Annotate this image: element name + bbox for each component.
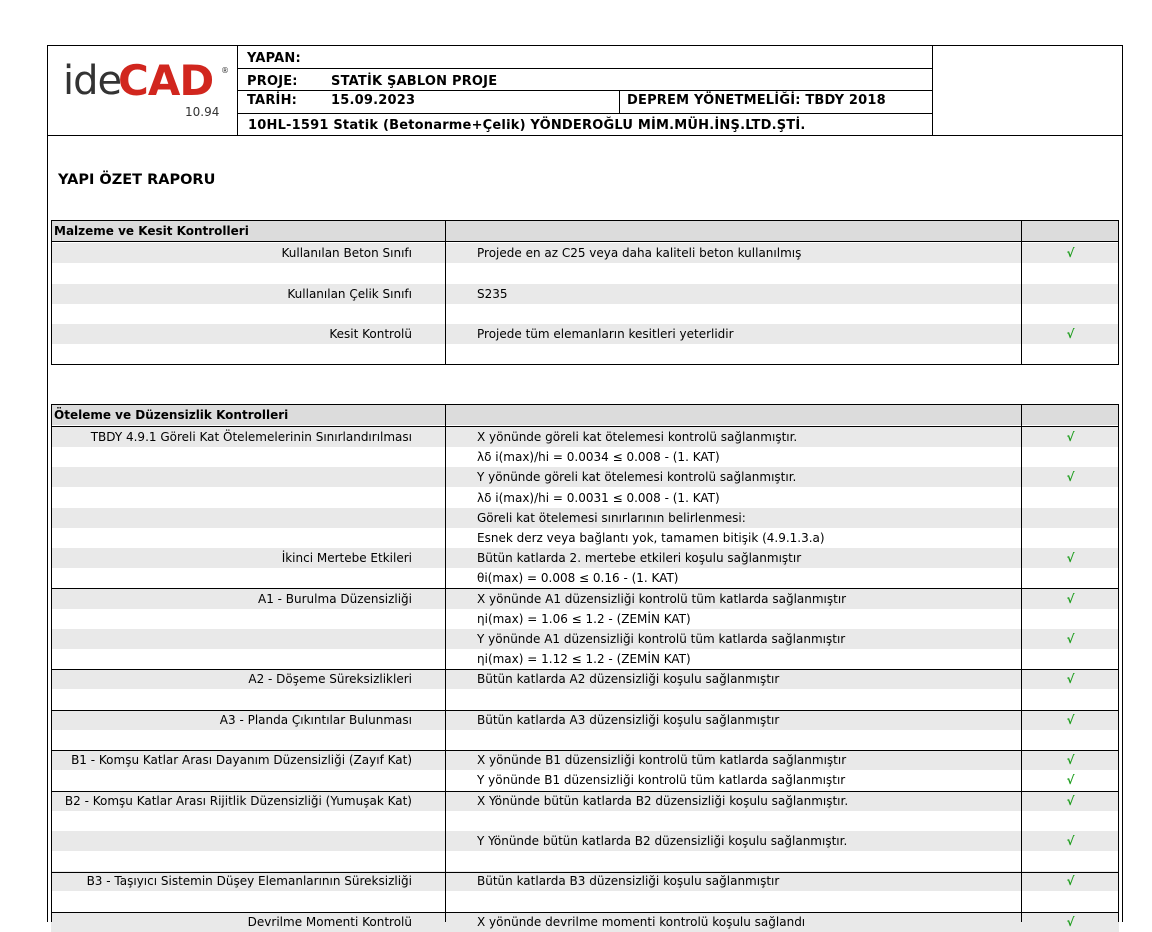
row-background	[51, 690, 1119, 710]
tarih-value: 15.09.2023	[331, 93, 416, 108]
logo-text-cad: CAD	[118, 56, 214, 105]
row-label: A2 - Döşeme Süreksizlikleri	[248, 672, 412, 687]
row-result-text: S235	[477, 286, 508, 301]
row-background	[51, 851, 1119, 871]
row-result-text: Projede tüm elemanların kesitleri yeterlidir	[477, 327, 734, 342]
logo-registered-mark: ®	[221, 66, 229, 75]
row-label: A1 - Burulma Düzensizliği	[257, 591, 412, 606]
proje-label: PROJE:	[247, 74, 298, 89]
row-label: A3 - Planda Çıkıntılar Bulunması	[219, 712, 412, 727]
row-result-text: θi(max) = 0.008 ≤ 0.16 - (1. KAT)	[477, 571, 679, 586]
row-label: B3 - Taşıyıcı Sistemin Düşey Elemanlarının Süreksizliği	[86, 874, 412, 889]
row-label: Kullanılan Beton Sınıfı	[281, 246, 412, 260]
row-result-text: Bütün katlarda B3 düzensizliği koşulu sağlanmıştır	[477, 874, 780, 889]
check-mark-icon: √	[1066, 327, 1075, 342]
row-result-text: Y yönünde B1 düzensizliği kontrolü tüm katlarda sağlanmıştır	[477, 773, 846, 788]
check-mark-icon: √	[1066, 551, 1075, 566]
row-label: Kullanılan Çelik Sınıfı	[287, 286, 412, 301]
row-result-text: Projede en az C25 veya daha kaliteli beton kullanılmış	[477, 246, 802, 260]
row-background	[51, 263, 1119, 283]
check-mark-icon: √	[1066, 773, 1075, 788]
check-mark-icon: √	[1066, 632, 1075, 646]
logo-text-ide: ide	[63, 58, 122, 104]
row-result-text: Y yönünde A1 düzensizliği kontrolü tüm katlarda sağlanmıştır	[477, 632, 846, 646]
check-mark-icon: √	[1066, 591, 1075, 606]
report-title: YAPI ÖZET RAPORU	[58, 172, 216, 188]
yapan-label: YAPAN:	[247, 51, 301, 66]
row-result-text: λδ i(max)/hi = 0.0034 ≤ 0.008 - (1. KAT)	[477, 450, 720, 465]
row-label: Kesit Kontrolü	[329, 327, 412, 342]
check-mark-icon: √	[1066, 834, 1075, 848]
check-mark-icon: √	[1066, 793, 1075, 808]
proje-value: STATİK ŞABLON PROJE	[331, 74, 498, 89]
row-result-text: Göreli kat ötelemesi sınırlarının belirlenmesi:	[477, 510, 746, 525]
check-mark-icon: √	[1066, 672, 1075, 687]
row-label: TBDY 4.9.1 Göreli Kat Ötelemelerinin Sınırlandırılması	[90, 430, 412, 444]
deprem-yonetmeligi: DEPREM YÖNETMELİĞİ: TBDY 2018	[627, 93, 886, 108]
row-result-text: Bütün katlarda A2 düzensizliği koşulu sağlanmıştır	[477, 672, 780, 687]
check-mark-icon: √	[1066, 430, 1075, 444]
row-background	[51, 811, 1119, 831]
row-result-text: X yönünde devrilme momenti kontrolü koşulu sağlandı	[477, 914, 806, 929]
row-label: B2 - Komşu Katlar Arası Rijitlik Düzensizliği (Yumuşak Kat)	[64, 793, 412, 808]
check-mark-icon: √	[1066, 712, 1075, 727]
check-mark-icon: √	[1066, 246, 1075, 260]
license-info: 10HL-1591 Statik (Betonarme+Çelik) YÖNDEROĞLU MİM.MÜH.İNŞ.LTD.ŞTİ.	[248, 118, 806, 133]
check-mark-icon: √	[1066, 753, 1075, 768]
row-result-text: Y yönünde göreli kat ötelemesi kontrolü sağlanmıştır.	[477, 470, 797, 485]
row-background	[51, 730, 1119, 750]
row-result-text: ηi(max) = 1.12 ≤ 1.2 - (ZEMİN KAT)	[477, 652, 691, 667]
row-result-text: X Yönünde bütün katlarda B2 düzensizliği koşulu sağlanmıştır.	[477, 793, 849, 808]
section-title: Öteleme ve Düzensizlik Kontrolleri	[54, 408, 289, 422]
row-result-text: Esnek derz veya bağlantı yok, tamamen bitişik (4.9.1.3.a)	[477, 531, 825, 545]
row-result-text: X yönünde B1 düzensizliği kontrolü tüm katlarda sağlanmıştır	[477, 753, 847, 768]
row-background	[51, 304, 1119, 324]
check-mark-icon: √	[1066, 874, 1075, 889]
row-result-text: Y Yönünde bütün katlarda B2 düzensizliği koşulu sağlanmıştır.	[477, 834, 848, 848]
row-result-text: X yönünde A1 düzensizliği kontrolü tüm katlarda sağlanmıştır	[477, 591, 847, 606]
check-mark-icon: √	[1066, 914, 1075, 929]
check-mark-icon: √	[1066, 470, 1075, 485]
row-background	[51, 892, 1119, 912]
row-result-text: Bütün katlarda 2. mertebe etkileri koşulu sağlanmıştır	[477, 551, 802, 566]
row-result-text: λδ i(max)/hi = 0.0031 ≤ 0.008 - (1. KAT)	[477, 490, 720, 505]
row-label: İkinci Mertebe Etkileri	[281, 551, 412, 566]
row-label: Devrilme Momenti Kontrolü	[247, 914, 412, 929]
row-result-text: Bütün katlarda A3 düzensizliği koşulu sağlanmıştır	[477, 712, 780, 727]
section-title: Malzeme ve Kesit Kontrolleri	[54, 224, 249, 238]
row-background	[51, 345, 1119, 365]
row-label: B1 - Komşu Katlar Arası Dayanım Düzensizliği (Zayıf Kat)	[71, 753, 412, 768]
tarih-label: TARİH:	[247, 93, 298, 108]
row-result-text: ηi(max) = 1.06 ≤ 1.2 - (ZEMİN KAT)	[477, 611, 691, 626]
logo-version: 10.94	[185, 105, 220, 119]
row-result-text: X yönünde göreli kat ötelemesi kontrolü sağlanmıştır.	[477, 430, 798, 444]
